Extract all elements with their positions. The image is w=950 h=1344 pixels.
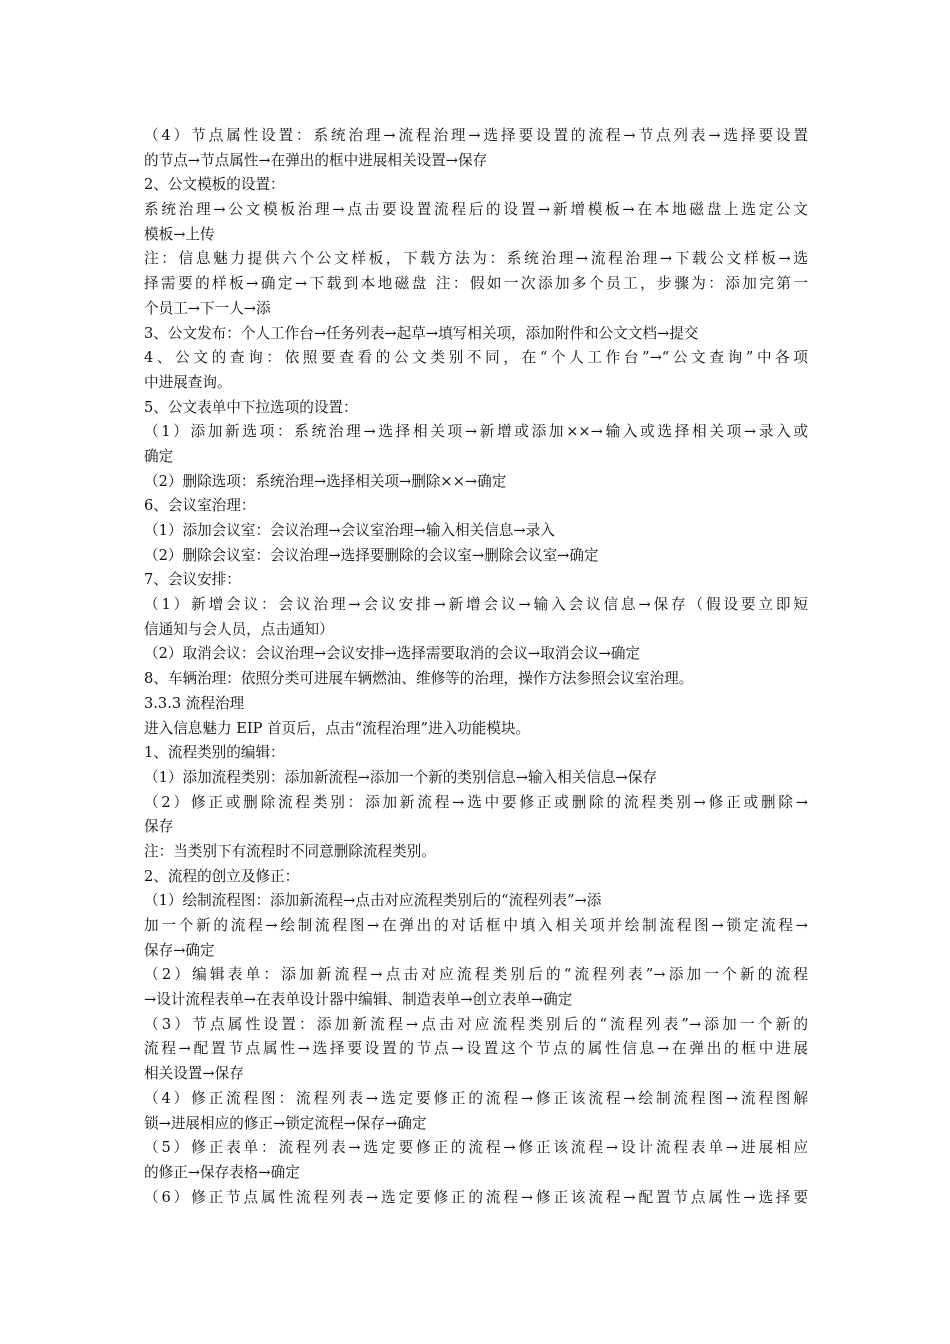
text-line: （2）修正或删除流程类别：添加新流程→选中要修正或删除的流程类别→修正或删除→ (144, 793, 808, 811)
text-line: 的节点→节点属性→在弹出的框中进展相关设置→保存 (144, 151, 488, 169)
text-line: 注：信息魅力提供六个公文样板，下载方法为：系统治理→流程治理→下载公文样板→选 (144, 250, 808, 268)
text-line: 的修正→保存表格→确定 (144, 1163, 300, 1181)
text-line: （4）修正流程图：流程列表→选定要修正的流程→修正该流程→绘制流程图→流程图解 (144, 1089, 808, 1107)
text-line: 信通知与会人员，点击通知） (144, 620, 334, 638)
text-line: （1）新增会议：会议治理→会议安排→新增会议→输入会议信息→保存（假设要立即短 (144, 596, 808, 614)
text-line: 2、流程的创立及修正： (144, 867, 300, 885)
text-line: 加一个新的流程→绘制流程图→在弹出的对话框中填入相关项并绘制流程图→锁定流程→ (144, 917, 808, 934)
text-line: 择需要的样板→确定→下载到本地磁盘 注：假如一次添加多个员工，步骤为：添加完第一 (144, 275, 808, 293)
text-line: （2）删除会议室：会议治理→选择要删除的会议室→删除会议室→确定 (144, 546, 599, 564)
document-body (144, 124, 808, 1210)
text-line: 保存→确定 (144, 941, 215, 959)
text-line: 中进展查询。 (144, 373, 232, 391)
text-line: →设计流程表单→在表单设计器中编辑、制造表单→创立表单→确定 (144, 991, 573, 1009)
text-line: 5、公文表单中下拉选项的设置： (144, 398, 358, 416)
text-line: （5）修正表单：流程列表→选定要修正的流程→修正该流程→设计流程表单→进展相应 (144, 1139, 808, 1157)
text-line: 进入信息魅力 EIP 首页后，点击“流程治理”进入功能模块。 (144, 719, 531, 737)
text-line: 6、会议室治理： (144, 497, 256, 515)
text-line: 确定 (144, 447, 174, 465)
text-line: 2、公文模板的设置： (144, 176, 285, 194)
text-line: （1）添加会议室：会议治理→会议室治理→输入相关信息→录入 (144, 522, 555, 539)
text-line: （6）修正节点属性流程列表→选定要修正的流程→修正该流程→配置节点属性→选择要 (144, 1188, 808, 1206)
text-line: 个员工→下一人→添 (144, 299, 271, 317)
text-line: 系统治理→公文模板治理→点击要设置流程后的设置→新增模板→在本地磁盘上选定公文 (144, 201, 808, 219)
text-line: 1、流程类别的编辑： (144, 744, 285, 762)
text-line: 锁→进展相应的修正→锁定流程→保存→确定 (144, 1114, 427, 1132)
text-line: （2）编辑表单：添加新流程→点击对应流程类别后的“流程列表”→添加一个新的流程 (144, 966, 808, 984)
text-line: （1）添加流程类别：添加新流程→添加一个新的类别信息→输入相关信息→保存 (144, 768, 657, 786)
text-line: （1）添加新选项：系统治理→选择相关项→新增或添加××→输入或选择相关项→录入或 (144, 423, 808, 441)
text-line: （3）节点属性设置：添加新流程→点击对应流程类别后的“流程列表”→添加一个新的 (144, 1015, 808, 1033)
text-line: （2）取消会议：会议治理→会议安排→选择需要取消的会议→取消会议→确定 (144, 645, 641, 663)
section-heading: 3.3.3 流程治理 (144, 694, 245, 712)
text-line: 模板→上传 (144, 225, 215, 243)
text-line: 相关设置→保存 (144, 1065, 244, 1083)
text-line: 7、会议安排： (144, 571, 241, 589)
text-line: 流程→配置节点属性→选择要设置的节点→设置这个节点的属性信息→在弹出的框中进展 (144, 1040, 808, 1058)
text-line: （1）绘制流程图：添加新流程→点击对应流程类别后的“流程列表”→添 (144, 892, 602, 910)
text-line: 8、车辆治理：依照分类可进展车辆燃油、维修等的治理，操作方法参照会议室治理。 (144, 670, 694, 688)
text-line: （2）删除选项：系统治理→选择相关项→删除××→确定 (144, 472, 507, 490)
text-line: 3、公文发布：个人工作台→任务列表→起草→填写相关项，添加附件和公文文档→提交 (144, 324, 699, 342)
text-line: 注：当类别下有流程时不同意删除流程类别。 (144, 842, 436, 860)
text-line: 保存 (144, 818, 174, 836)
text-line: 4、公文的查询：依照要查看的公文类别不同，在“个人工作台”→“公文查询”中各项 (144, 349, 808, 367)
text-line: （4）节点属性设置：系统治理→流程治理→选择要设置的流程→节点列表→选择要设置 (144, 127, 808, 144)
